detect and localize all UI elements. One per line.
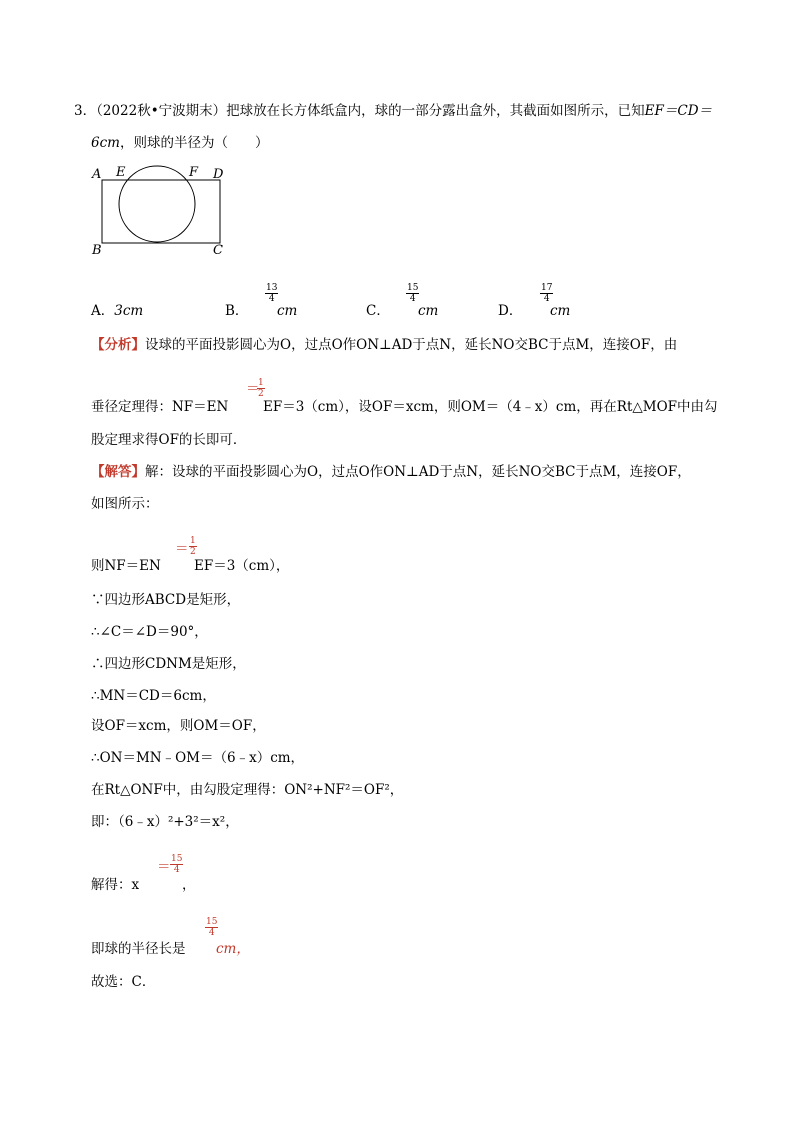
solution-line-3a: 则NF＝EN (91, 558, 161, 574)
solution-line-13b: cm， (216, 941, 250, 957)
solution-line-2: 如图所示： (91, 496, 159, 512)
question-number: 3． (74, 103, 97, 119)
analysis-line-2a: 垂径定理得：NF＝EN (91, 399, 229, 415)
option-c-unit: cm (418, 303, 439, 319)
analysis-line-1: 【分析】设球的平面投影圆心为O，过点O作ON⊥AD于点N，延长NO交BC于点M，连接OF，由 (91, 337, 678, 353)
analysis-equals: ＝ (246, 381, 260, 397)
solution-13-fraction: $\frac{15}{4}$ (206, 917, 218, 938)
question-line-1 (74, 102, 712, 120)
solution-line-3b: EF＝3（cm）， (194, 558, 290, 574)
analysis-line-2b: EF＝3（cm），设OF＝xcm，则OM＝（4﹣x）cm，再在Rt△MOF中由勾 (263, 399, 718, 415)
solution-12-equals: ＝ (157, 859, 171, 875)
label-e: E (116, 165, 126, 180)
option-b-fraction: $\frac{13}{4}$ (266, 283, 278, 304)
question-ask: ，则球的半径为（ ） (119, 135, 269, 151)
option-c-fraction: $\frac{15}{4}$ (407, 283, 419, 304)
solution-line-4: ∵四边形ABCD是矩形， (91, 592, 241, 608)
solution-line-8: 设OF＝xcm，则OM＝OF， (91, 718, 266, 734)
solution-line-6: ∴四边形CDNM是矩形， (91, 656, 246, 672)
label-d: D (213, 167, 224, 182)
question-stem: （2022秋•宁波期末）把球放在长方体纸盒内，球的一部分露出盒外，其截面如图所示，已知 (96, 103, 645, 119)
solution-line-9: ∴ON＝MN﹣OM＝（6﹣x）cm， (91, 750, 305, 766)
option-c[interactable]: C． (366, 303, 390, 319)
ball-circle (119, 166, 195, 242)
solution-equals: ＝ (175, 541, 189, 557)
analysis-line-3: 股定理求得OF的长即可． (91, 432, 247, 448)
option-b[interactable]: B． (225, 303, 249, 319)
question-line-2 (91, 134, 268, 152)
solution-line-7: ∴MN＝CD＝6cm， (91, 688, 216, 704)
label-b: B (92, 243, 102, 258)
label-a: A (92, 167, 102, 182)
solution-line-5: ∴∠C＝∠D＝90°， (91, 624, 208, 640)
label-f: F (189, 165, 199, 180)
option-d[interactable]: D． (498, 303, 523, 319)
analysis-tag: 【分析】 (91, 337, 145, 353)
question-given: EF＝CD＝ (644, 103, 713, 119)
label-c: C (213, 243, 223, 258)
solution-line-12b: ， (182, 877, 196, 893)
solution-tag: 【解答】 (91, 464, 145, 480)
solution-line-1: 【解答】解：设球的平面投影圆心为O，过点O作ON⊥AD于点N，延长NO交BC于点M，连接OF， (91, 464, 691, 480)
analysis-fraction: $\frac{1}{2}$ (258, 378, 264, 399)
option-d-fraction: $\frac{17}{4}$ (541, 283, 553, 304)
solution-line-13a: 即球的半径长是 (91, 941, 186, 957)
question-value: 6cm (91, 135, 120, 151)
solution-line-14: 故选：C． (91, 974, 156, 990)
solution-line-12a: 解得：x (91, 877, 140, 893)
solution-line-11: 即：（6﹣x）²+3²＝x²， (91, 814, 239, 830)
option-b-unit: cm (277, 303, 298, 319)
solution-line-10: 在Rt△ONF中，由勾股定理得：ON²+NF²＝OF²， (91, 782, 404, 798)
option-d-unit: cm (550, 303, 571, 319)
option-a[interactable]: A．3cm (91, 303, 144, 319)
solution-fraction: $\frac{1}{2}$ (190, 536, 196, 557)
solution-12-fraction: $\frac{15}{4}$ (171, 854, 183, 875)
